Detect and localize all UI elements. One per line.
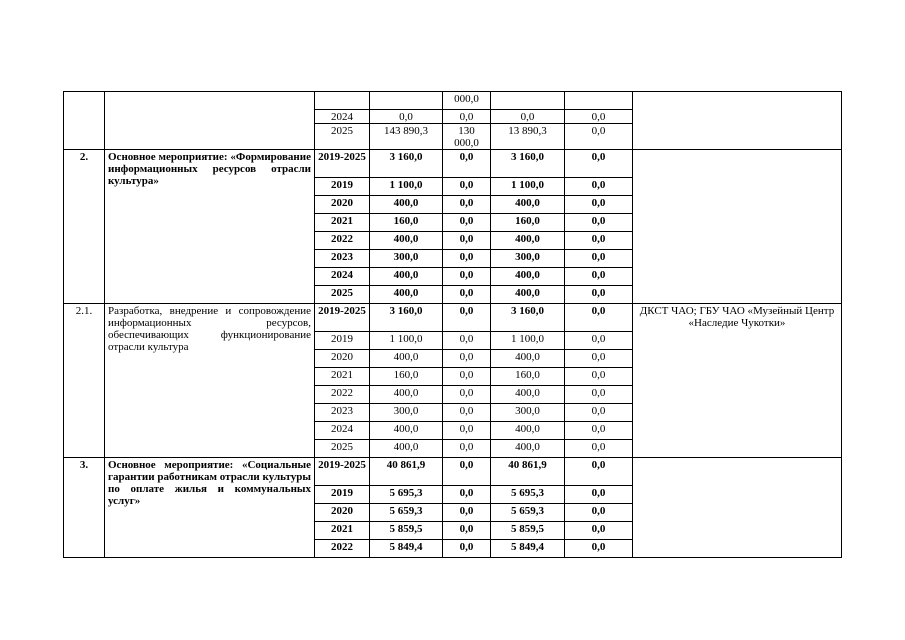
value-cell: 400,0 [491, 232, 565, 250]
value-cell: 5 695,3 [370, 486, 443, 504]
value-cell: 400,0 [370, 350, 443, 368]
row-name-cell: Разработка, внедрение и сопровождение информационных ресурсов, обеспечивающих функционирование отрасли культура [105, 304, 315, 458]
value-cell: 1 100,0 [370, 178, 443, 196]
value-cell: 5 859,5 [370, 522, 443, 540]
year-cell: 2019 [315, 486, 370, 504]
value-cell: 160,0 [370, 214, 443, 232]
year-cell: 2022 [315, 386, 370, 404]
value-cell: 300,0 [491, 250, 565, 268]
value-cell: 0,0 [443, 540, 491, 558]
year-cell: 2021 [315, 368, 370, 386]
row-name-cell: Основное мероприятие: «Формирование информационных ресурсов отрасли культура» [105, 150, 315, 304]
value-cell: 0,0 [565, 350, 633, 368]
value-cell: 13 890,3 [491, 124, 565, 150]
value-cell: 0,0 [491, 110, 565, 124]
executor-cell [633, 92, 842, 150]
value-cell: 0,0 [443, 214, 491, 232]
value-cell: 0,0 [443, 458, 491, 486]
value-cell: 0,0 [443, 440, 491, 458]
year-cell: 2019-2025 [315, 304, 370, 332]
value-cell: 0,0 [565, 368, 633, 386]
executor-cell [633, 150, 842, 304]
year-cell: 2019-2025 [315, 458, 370, 486]
value-cell: 0,0 [443, 504, 491, 522]
year-cell: 2023 [315, 404, 370, 422]
value-cell: 0,0 [565, 250, 633, 268]
value-cell: 0,0 [565, 268, 633, 286]
value-cell: 400,0 [370, 232, 443, 250]
value-cell [491, 92, 565, 110]
value-cell: 400,0 [370, 422, 443, 440]
value-cell: 0,0 [443, 350, 491, 368]
table-row [64, 458, 842, 486]
value-cell: 400,0 [491, 268, 565, 286]
value-cell: 0,0 [565, 304, 633, 332]
value-cell: 5 849,4 [491, 540, 565, 558]
value-cell: 0,0 [443, 332, 491, 350]
section-3 [64, 458, 842, 558]
value-cell: 5 695,3 [491, 486, 565, 504]
value-cell: 400,0 [491, 422, 565, 440]
year-cell: 2020 [315, 196, 370, 214]
year-cell: 2019 [315, 332, 370, 350]
value-cell: 0,0 [565, 196, 633, 214]
value-cell: 0,0 [565, 386, 633, 404]
value-cell: 400,0 [370, 440, 443, 458]
value-cell: 0,0 [565, 522, 633, 540]
value-cell: 0,0 [565, 404, 633, 422]
value-cell: 0,0 [565, 232, 633, 250]
year-cell: 2022 [315, 540, 370, 558]
year-cell: 2024 [315, 422, 370, 440]
executor-cell: ДКСТ ЧАО; ГБУ ЧАО «Музейный Центр «Наследие Чукотки» [633, 304, 842, 458]
value-cell: 143 890,3 [370, 124, 443, 150]
value-cell: 3 160,0 [491, 304, 565, 332]
table-row [64, 304, 842, 332]
year-cell: 2023 [315, 250, 370, 268]
table-row [64, 150, 842, 178]
value-cell: 130 000,0 [443, 124, 491, 150]
value-cell: 5 849,4 [370, 540, 443, 558]
value-cell: 0,0 [565, 540, 633, 558]
value-cell: 3 160,0 [370, 150, 443, 178]
value-cell: 0,0 [443, 304, 491, 332]
value-cell: 0,0 [370, 110, 443, 124]
value-cell: 0,0 [565, 286, 633, 304]
value-cell: 5 659,3 [370, 504, 443, 522]
value-cell: 0,0 [565, 422, 633, 440]
value-cell [370, 92, 443, 110]
value-cell [565, 92, 633, 110]
row-number-cell: 2. [64, 150, 105, 304]
value-cell: 0,0 [443, 522, 491, 540]
year-cell: 2020 [315, 350, 370, 368]
value-cell: 400,0 [370, 386, 443, 404]
value-cell: 40 861,9 [491, 458, 565, 486]
value-cell: 0,0 [443, 386, 491, 404]
year-cell: 2021 [315, 214, 370, 232]
value-cell: 400,0 [370, 286, 443, 304]
row-number-cell: 2.1. [64, 304, 105, 458]
row-name-cell [105, 92, 315, 150]
year-cell: 2019 [315, 178, 370, 196]
value-cell: 0,0 [565, 332, 633, 350]
year-cell [315, 92, 370, 110]
value-cell: 0,0 [443, 422, 491, 440]
value-cell: 0,0 [443, 250, 491, 268]
year-cell: 2024 [315, 110, 370, 124]
value-cell: 400,0 [370, 268, 443, 286]
value-cell: 400,0 [491, 196, 565, 214]
value-cell: 0,0 [443, 268, 491, 286]
value-cell: 1 100,0 [491, 178, 565, 196]
year-cell: 2025 [315, 286, 370, 304]
section-2-1 [64, 304, 842, 458]
value-cell: 0,0 [443, 486, 491, 504]
value-cell: 300,0 [491, 404, 565, 422]
value-cell: 0,0 [443, 178, 491, 196]
year-cell: 2019-2025 [315, 150, 370, 178]
value-cell: 1 100,0 [491, 332, 565, 350]
value-cell: 0,0 [565, 440, 633, 458]
section-2 [64, 150, 842, 304]
value-cell: 0,0 [443, 286, 491, 304]
year-cell: 2025 [315, 124, 370, 150]
value-cell: 300,0 [370, 250, 443, 268]
value-cell: 0,0 [443, 404, 491, 422]
value-cell: 0,0 [565, 178, 633, 196]
value-cell: 0,0 [443, 232, 491, 250]
value-cell: 40 861,9 [370, 458, 443, 486]
value-cell: 0,0 [565, 150, 633, 178]
value-cell: 0,0 [443, 110, 491, 124]
value-cell: 0,0 [443, 196, 491, 214]
year-cell: 2020 [315, 504, 370, 522]
value-cell: 400,0 [491, 350, 565, 368]
row-number-cell: 3. [64, 458, 105, 558]
value-cell: 000,0 [443, 92, 491, 110]
value-cell: 0,0 [443, 368, 491, 386]
row-name-cell: Основное мероприятие: «Социальные гарантии работникам отрасли культуры по оплате жилья и коммунальных услуг» [105, 458, 315, 558]
value-cell: 0,0 [565, 504, 633, 522]
value-cell: 160,0 [491, 214, 565, 232]
budget-table [63, 91, 842, 558]
year-cell: 2022 [315, 232, 370, 250]
year-cell: 2021 [315, 522, 370, 540]
value-cell: 0,0 [565, 214, 633, 232]
value-cell: 160,0 [370, 368, 443, 386]
value-cell: 0,0 [443, 150, 491, 178]
value-cell: 5 659,3 [491, 504, 565, 522]
value-cell: 5 859,5 [491, 522, 565, 540]
value-cell: 0,0 [565, 110, 633, 124]
row-number-cell [64, 92, 105, 150]
value-cell: 400,0 [491, 386, 565, 404]
value-cell: 400,0 [491, 440, 565, 458]
value-cell: 3 160,0 [491, 150, 565, 178]
executor-cell [633, 458, 842, 558]
value-cell: 0,0 [565, 124, 633, 150]
value-cell: 300,0 [370, 404, 443, 422]
value-cell: 160,0 [491, 368, 565, 386]
value-cell: 0,0 [565, 486, 633, 504]
year-cell: 2025 [315, 440, 370, 458]
value-cell: 400,0 [491, 286, 565, 304]
table-row [64, 92, 842, 110]
value-cell: 0,0 [565, 458, 633, 486]
value-cell: 400,0 [370, 196, 443, 214]
year-cell: 2024 [315, 268, 370, 286]
value-cell: 1 100,0 [370, 332, 443, 350]
value-cell: 3 160,0 [370, 304, 443, 332]
